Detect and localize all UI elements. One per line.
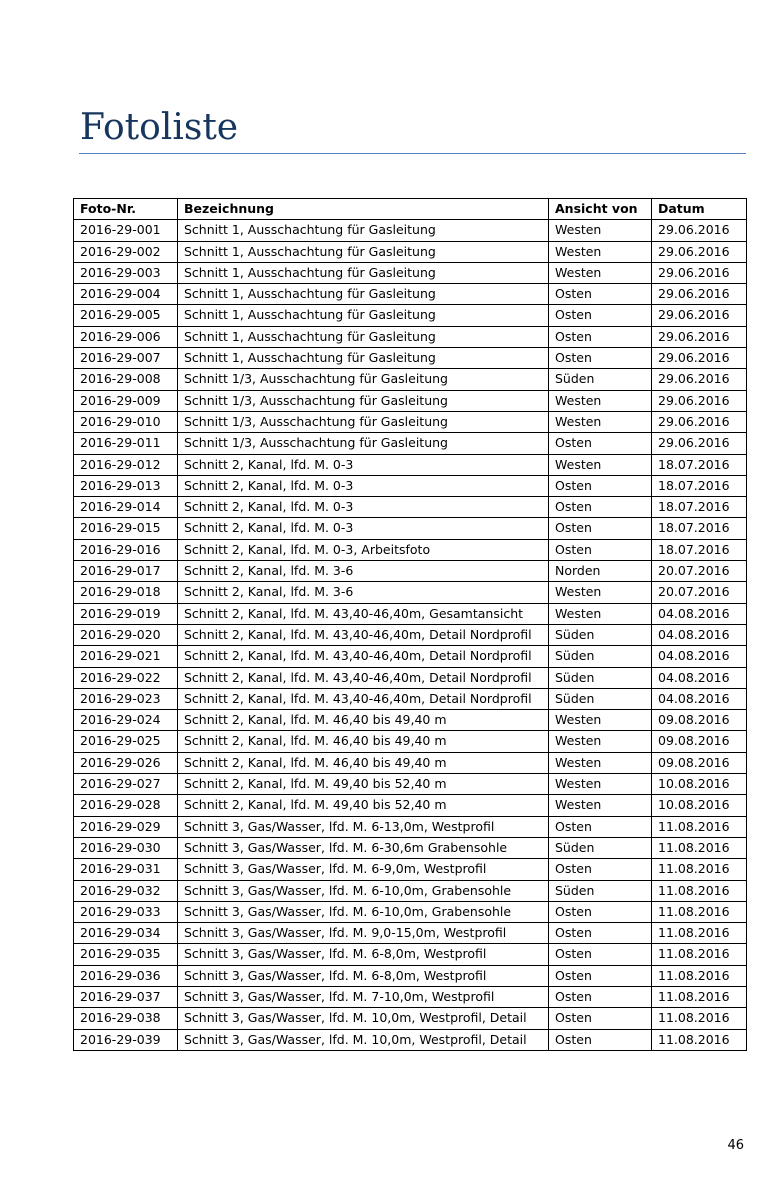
cell-foto-nr: 2016-29-018 [74, 582, 178, 603]
cell-foto-nr: 2016-29-023 [74, 688, 178, 709]
cell-foto-nr: 2016-29-020 [74, 624, 178, 645]
cell-ansicht-von: Osten [549, 497, 652, 518]
cell-bezeichnung: Schnitt 2, Kanal, lfd. M. 0-3 [178, 518, 549, 539]
cell-bezeichnung: Schnitt 2, Kanal, lfd. M. 46,40 bis 49,40 m [178, 710, 549, 731]
cell-foto-nr: 2016-29-019 [74, 603, 178, 624]
cell-foto-nr: 2016-29-039 [74, 1029, 178, 1050]
table-row [74, 837, 747, 858]
page-number: 46 [727, 1138, 744, 1153]
cell-bezeichnung: Schnitt 2, Kanal, lfd. M. 3-6 [178, 561, 549, 582]
table-row [74, 774, 747, 795]
cell-bezeichnung: Schnitt 1, Ausschachtung für Gasleitung [178, 284, 549, 305]
cell-ansicht-von: Westen [549, 774, 652, 795]
cell-datum: 29.06.2016 [652, 411, 747, 432]
table-row [74, 369, 747, 390]
cell-foto-nr: 2016-29-037 [74, 986, 178, 1007]
cell-foto-nr: 2016-29-017 [74, 561, 178, 582]
table-row [74, 454, 747, 475]
table-row [74, 241, 747, 262]
cell-datum: 11.08.2016 [652, 923, 747, 944]
cell-datum: 29.06.2016 [652, 433, 747, 454]
cell-ansicht-von: Süden [549, 624, 652, 645]
cell-datum: 11.08.2016 [652, 965, 747, 986]
cell-datum: 11.08.2016 [652, 859, 747, 880]
cell-ansicht-von: Westen [549, 710, 652, 731]
cell-ansicht-von: Osten [549, 901, 652, 922]
cell-datum: 18.07.2016 [652, 475, 747, 496]
table-row [74, 688, 747, 709]
cell-foto-nr: 2016-29-021 [74, 646, 178, 667]
cell-datum: 10.08.2016 [652, 795, 747, 816]
cell-bezeichnung: Schnitt 2, Kanal, lfd. M. 43,40-46,40m, Detail Nordprofil [178, 646, 549, 667]
cell-ansicht-von: Osten [549, 923, 652, 944]
cell-bezeichnung: Schnitt 1, Ausschachtung für Gasleitung [178, 241, 549, 262]
cell-foto-nr: 2016-29-013 [74, 475, 178, 496]
cell-foto-nr: 2016-29-022 [74, 667, 178, 688]
cell-bezeichnung: Schnitt 3, Gas/Wasser, lfd. M. 7-10,0m, Westprofil [178, 986, 549, 1007]
cell-foto-nr: 2016-29-027 [74, 774, 178, 795]
cell-ansicht-von: Osten [549, 305, 652, 326]
cell-ansicht-von: Osten [549, 859, 652, 880]
cell-ansicht-von: Osten [549, 284, 652, 305]
cell-datum: 29.06.2016 [652, 348, 747, 369]
cell-foto-nr: 2016-29-028 [74, 795, 178, 816]
cell-bezeichnung: Schnitt 3, Gas/Wasser, lfd. M. 6-13,0m, Westprofil [178, 816, 549, 837]
cell-bezeichnung: Schnitt 1/3, Ausschachtung für Gasleitung [178, 369, 549, 390]
cell-ansicht-von: Westen [549, 582, 652, 603]
cell-bezeichnung: Schnitt 2, Kanal, lfd. M. 0-3 [178, 497, 549, 518]
cell-foto-nr: 2016-29-007 [74, 348, 178, 369]
table-row [74, 284, 747, 305]
table-row [74, 390, 747, 411]
cell-datum: 10.08.2016 [652, 774, 747, 795]
table-row [74, 348, 747, 369]
cell-bezeichnung: Schnitt 2, Kanal, lfd. M. 49,40 bis 52,40 m [178, 795, 549, 816]
cell-datum: 18.07.2016 [652, 454, 747, 475]
table-row [74, 539, 747, 560]
table-header-row [74, 199, 747, 220]
table-row [74, 710, 747, 731]
cell-datum: 18.07.2016 [652, 497, 747, 518]
cell-foto-nr: 2016-29-003 [74, 262, 178, 283]
cell-foto-nr: 2016-29-030 [74, 837, 178, 858]
header-bezeichnung: Bezeichnung [178, 199, 549, 220]
cell-ansicht-von: Osten [549, 433, 652, 454]
cell-foto-nr: 2016-29-024 [74, 710, 178, 731]
cell-datum: 11.08.2016 [652, 816, 747, 837]
table-row [74, 220, 747, 241]
cell-datum: 18.07.2016 [652, 539, 747, 560]
table-row [74, 880, 747, 901]
cell-datum: 11.08.2016 [652, 1029, 747, 1050]
cell-datum: 29.06.2016 [652, 390, 747, 411]
table-row [74, 582, 747, 603]
cell-foto-nr: 2016-29-004 [74, 284, 178, 305]
cell-foto-nr: 2016-29-038 [74, 1008, 178, 1029]
cell-bezeichnung: Schnitt 3, Gas/Wasser, lfd. M. 10,0m, Westprofil, Detail [178, 1029, 549, 1050]
cell-bezeichnung: Schnitt 2, Kanal, lfd. M. 0-3, Arbeitsfoto [178, 539, 549, 560]
cell-ansicht-von: Osten [549, 518, 652, 539]
cell-bezeichnung: Schnitt 3, Gas/Wasser, lfd. M. 6-9,0m, Westprofil [178, 859, 549, 880]
cell-datum: 11.08.2016 [652, 901, 747, 922]
table-row [74, 859, 747, 880]
cell-foto-nr: 2016-29-035 [74, 944, 178, 965]
cell-foto-nr: 2016-29-011 [74, 433, 178, 454]
cell-foto-nr: 2016-29-008 [74, 369, 178, 390]
table-row [74, 795, 747, 816]
cell-datum: 11.08.2016 [652, 986, 747, 1007]
cell-bezeichnung: Schnitt 2, Kanal, lfd. M. 46,40 bis 49,40 m [178, 731, 549, 752]
cell-ansicht-von: Westen [549, 731, 652, 752]
cell-foto-nr: 2016-29-031 [74, 859, 178, 880]
cell-datum: 29.06.2016 [652, 305, 747, 326]
cell-datum: 29.06.2016 [652, 369, 747, 390]
cell-ansicht-von: Osten [549, 965, 652, 986]
cell-datum: 11.08.2016 [652, 837, 747, 858]
cell-foto-nr: 2016-29-036 [74, 965, 178, 986]
cell-ansicht-von: Osten [549, 539, 652, 560]
cell-datum: 09.08.2016 [652, 752, 747, 773]
cell-datum: 18.07.2016 [652, 518, 747, 539]
cell-bezeichnung: Schnitt 1, Ausschachtung für Gasleitung [178, 262, 549, 283]
table-row [74, 326, 747, 347]
table-row [74, 731, 747, 752]
cell-datum: 11.08.2016 [652, 1008, 747, 1029]
cell-foto-nr: 2016-29-032 [74, 880, 178, 901]
cell-ansicht-von: Westen [549, 795, 652, 816]
table-row [74, 667, 747, 688]
cell-ansicht-von: Osten [549, 475, 652, 496]
header-foto-nr: Foto-Nr. [74, 199, 178, 220]
cell-bezeichnung: Schnitt 1, Ausschachtung für Gasleitung [178, 305, 549, 326]
table-row [74, 646, 747, 667]
cell-bezeichnung: Schnitt 2, Kanal, lfd. M. 0-3 [178, 454, 549, 475]
cell-datum: 04.08.2016 [652, 646, 747, 667]
cell-foto-nr: 2016-29-006 [74, 326, 178, 347]
cell-foto-nr: 2016-29-025 [74, 731, 178, 752]
cell-ansicht-von: Westen [549, 411, 652, 432]
table-row [74, 518, 747, 539]
cell-ansicht-von: Süden [549, 369, 652, 390]
table-row [74, 624, 747, 645]
cell-ansicht-von: Osten [549, 1008, 652, 1029]
table-row [74, 411, 747, 432]
table-body [74, 220, 747, 1051]
cell-foto-nr: 2016-29-002 [74, 241, 178, 262]
table-row [74, 965, 747, 986]
cell-bezeichnung: Schnitt 1/3, Ausschachtung für Gasleitung [178, 390, 549, 411]
cell-bezeichnung: Schnitt 2, Kanal, lfd. M. 43,40-46,40m, Detail Nordprofil [178, 624, 549, 645]
cell-bezeichnung: Schnitt 1/3, Ausschachtung für Gasleitung [178, 411, 549, 432]
cell-bezeichnung: Schnitt 1/3, Ausschachtung für Gasleitung [178, 433, 549, 454]
table-row [74, 475, 747, 496]
cell-datum: 04.08.2016 [652, 688, 747, 709]
cell-foto-nr: 2016-29-005 [74, 305, 178, 326]
cell-ansicht-von: Westen [549, 262, 652, 283]
cell-ansicht-von: Westen [549, 241, 652, 262]
header-ansicht-von: Ansicht von [549, 199, 652, 220]
cell-datum: 11.08.2016 [652, 880, 747, 901]
cell-ansicht-von: Süden [549, 880, 652, 901]
cell-ansicht-von: Osten [549, 326, 652, 347]
cell-datum: 09.08.2016 [652, 731, 747, 752]
cell-datum: 04.08.2016 [652, 624, 747, 645]
cell-bezeichnung: Schnitt 2, Kanal, lfd. M. 43,40-46,40m, Detail Nordprofil [178, 688, 549, 709]
table-row [74, 561, 747, 582]
cell-ansicht-von: Westen [549, 454, 652, 475]
table-row [74, 1029, 747, 1050]
cell-bezeichnung: Schnitt 2, Kanal, lfd. M. 43,40-46,40m, Detail Nordprofil [178, 667, 549, 688]
cell-bezeichnung: Schnitt 3, Gas/Wasser, lfd. M. 6-8,0m, Westprofil [178, 944, 549, 965]
cell-foto-nr: 2016-29-014 [74, 497, 178, 518]
cell-bezeichnung: Schnitt 2, Kanal, lfd. M. 43,40-46,40m, Gesamtansicht [178, 603, 549, 624]
cell-ansicht-von: Norden [549, 561, 652, 582]
cell-datum: 29.06.2016 [652, 284, 747, 305]
cell-ansicht-von: Süden [549, 646, 652, 667]
table-row [74, 901, 747, 922]
cell-datum: 20.07.2016 [652, 582, 747, 603]
table-row [74, 305, 747, 326]
cell-foto-nr: 2016-29-033 [74, 901, 178, 922]
cell-datum: 29.06.2016 [652, 241, 747, 262]
cell-foto-nr: 2016-29-034 [74, 923, 178, 944]
cell-ansicht-von: Osten [549, 348, 652, 369]
table-row [74, 752, 747, 773]
cell-bezeichnung: Schnitt 2, Kanal, lfd. M. 46,40 bis 49,40 m [178, 752, 549, 773]
cell-ansicht-von: Süden [549, 667, 652, 688]
table-row [74, 433, 747, 454]
table-row [74, 923, 747, 944]
cell-ansicht-von: Osten [549, 816, 652, 837]
cell-bezeichnung: Schnitt 1, Ausschachtung für Gasleitung [178, 348, 549, 369]
cell-datum: 20.07.2016 [652, 561, 747, 582]
cell-ansicht-von: Osten [549, 944, 652, 965]
cell-datum: 29.06.2016 [652, 326, 747, 347]
table-row [74, 816, 747, 837]
cell-ansicht-von: Westen [549, 390, 652, 411]
cell-foto-nr: 2016-29-015 [74, 518, 178, 539]
cell-bezeichnung: Schnitt 2, Kanal, lfd. M. 0-3 [178, 475, 549, 496]
cell-ansicht-von: Westen [549, 752, 652, 773]
cell-bezeichnung: Schnitt 3, Gas/Wasser, lfd. M. 6-30,6m Grabensohle [178, 837, 549, 858]
cell-bezeichnung: Schnitt 3, Gas/Wasser, lfd. M. 10,0m, Westprofil, Detail [178, 1008, 549, 1029]
cell-bezeichnung: Schnitt 1, Ausschachtung für Gasleitung [178, 326, 549, 347]
cell-datum: 11.08.2016 [652, 944, 747, 965]
cell-foto-nr: 2016-29-026 [74, 752, 178, 773]
cell-bezeichnung: Schnitt 2, Kanal, lfd. M. 3-6 [178, 582, 549, 603]
cell-foto-nr: 2016-29-016 [74, 539, 178, 560]
cell-datum: 29.06.2016 [652, 220, 747, 241]
cell-bezeichnung: Schnitt 3, Gas/Wasser, lfd. M. 6-10,0m, Grabensohle [178, 901, 549, 922]
header-datum: Datum [652, 199, 747, 220]
cell-foto-nr: 2016-29-029 [74, 816, 178, 837]
cell-bezeichnung: Schnitt 3, Gas/Wasser, lfd. M. 9,0-15,0m, Westprofil [178, 923, 549, 944]
cell-bezeichnung: Schnitt 3, Gas/Wasser, lfd. M. 6-8,0m, Westprofil [178, 965, 549, 986]
table-row [74, 986, 747, 1007]
page-title: Fotoliste [80, 107, 239, 148]
cell-datum: 29.06.2016 [652, 262, 747, 283]
cell-ansicht-von: Osten [549, 1029, 652, 1050]
cell-ansicht-von: Süden [549, 688, 652, 709]
table-row [74, 262, 747, 283]
cell-foto-nr: 2016-29-012 [74, 454, 178, 475]
cell-ansicht-von: Westen [549, 603, 652, 624]
cell-datum: 04.08.2016 [652, 667, 747, 688]
cell-ansicht-von: Westen [549, 220, 652, 241]
table-row [74, 1008, 747, 1029]
table-row [74, 497, 747, 518]
cell-bezeichnung: Schnitt 1, Ausschachtung für Gasleitung [178, 220, 549, 241]
cell-ansicht-von: Osten [549, 986, 652, 1007]
cell-foto-nr: 2016-29-001 [74, 220, 178, 241]
cell-datum: 09.08.2016 [652, 710, 747, 731]
cell-foto-nr: 2016-29-010 [74, 411, 178, 432]
cell-foto-nr: 2016-29-009 [74, 390, 178, 411]
photo-table [73, 198, 747, 1051]
cell-datum: 04.08.2016 [652, 603, 747, 624]
cell-bezeichnung: Schnitt 3, Gas/Wasser, lfd. M. 6-10,0m, Grabensohle [178, 880, 549, 901]
table-row [74, 603, 747, 624]
cell-bezeichnung: Schnitt 2, Kanal, lfd. M. 49,40 bis 52,40 m [178, 774, 549, 795]
cell-ansicht-von: Süden [549, 837, 652, 858]
title-underline [79, 153, 746, 154]
table-row [74, 944, 747, 965]
